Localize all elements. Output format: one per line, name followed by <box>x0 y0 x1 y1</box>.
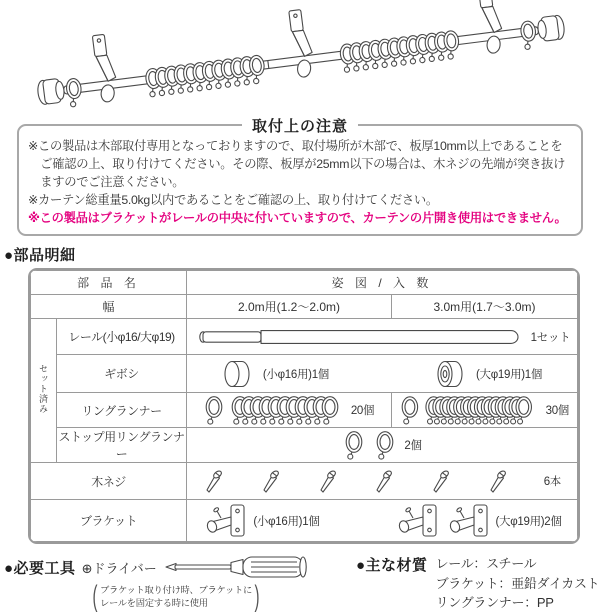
part-name-giboshi: ギボシ <box>57 355 187 393</box>
qty-label: 2個 <box>404 440 422 453</box>
screw-icon <box>317 467 339 496</box>
ring-chain-30-icon <box>400 395 539 426</box>
screw-icon <box>373 467 395 496</box>
parts-table <box>28 268 580 544</box>
qty-label: 30個 <box>545 405 569 418</box>
width-3m: 3.0m用(1.7〜3.0m) <box>392 295 578 319</box>
set-included-label: セット済み <box>38 364 48 415</box>
notice-box <box>17 118 583 236</box>
parts-heading: ●部品明細 <box>4 247 76 265</box>
giboshi-large-icon <box>435 359 469 389</box>
part-name-ring-runner: リングランナー <box>57 393 187 428</box>
row-giboshi <box>31 355 578 393</box>
stop-ring-icon <box>373 430 397 460</box>
curtain-rail-illustration <box>0 0 600 112</box>
row-rail <box>31 319 578 355</box>
qty-label: (大φ19用)1個 <box>476 368 543 381</box>
materials-block <box>356 554 599 613</box>
material-ring-runner: リングランナー：PP <box>435 595 554 611</box>
row-ring-runner <box>31 393 578 428</box>
part-name-bracket: ブラケット <box>31 500 187 542</box>
qty-label: (小φ16用)1個 <box>253 515 320 528</box>
col-header-figure-qty: 姿 図 / 入 数 <box>187 271 578 295</box>
tool-note: ( ブラケット取り付け時、ブラケットに レールを固定する時に使用 ) <box>92 580 260 613</box>
part-name-wood-screw: 木ネジ <box>31 463 187 500</box>
notice-item-warning: ※この製品はブラケットがレールの中央に付いていますので、カーテンの片開き使用はできません。 <box>28 211 567 226</box>
ring-chain-20-icon <box>204 395 344 426</box>
tool-note-line1: ブラケット取り付け時、ブラケットに <box>100 584 253 595</box>
required-tools-heading: ●必要工具 <box>4 559 76 577</box>
width-label: 幅 <box>31 295 187 319</box>
bracket-icon <box>394 504 438 538</box>
qty-label: (大φ19用)2個 <box>495 515 562 528</box>
stop-ring-icon <box>342 430 366 460</box>
notice-title: 取付上の注意 <box>242 115 358 136</box>
tool-note-line2: レールを固定する時に使用 <box>100 598 208 609</box>
bracket-icon <box>445 504 489 538</box>
qty-label: 1セット <box>530 331 571 344</box>
col-header-part-name: 部 品 名 <box>31 271 187 295</box>
screw-icon <box>260 467 282 496</box>
material-bracket: ブラケット：亜鉛ダイカスト <box>435 575 600 591</box>
part-name-rail: レール(小φ16/大φ19) <box>57 319 187 355</box>
qty-label: 6本 <box>543 476 561 489</box>
bracket-icon <box>202 504 246 538</box>
qty-label: (小φ16用)1個 <box>262 368 329 381</box>
giboshi-small-icon <box>222 359 256 389</box>
qty-label: 20個 <box>350 405 375 418</box>
notice-item: ※この製品は木部取付専用となっておりますので、取付場所が木部で、板厚10mm以上であることをご確認の上、取り付けてください。その際、板厚が25mm以下の場合は、木ネジの先端が突き抜けますのでご注意ください。 <box>28 139 566 190</box>
row-stop-ring-runner <box>31 428 578 463</box>
screwdriver-icon <box>163 554 311 580</box>
materials-heading: ●主な材質 <box>356 557 428 575</box>
required-tools-block <box>4 554 356 613</box>
screw-icon <box>487 467 509 496</box>
screw-icon <box>430 467 452 496</box>
rail-icon <box>194 328 524 346</box>
part-name-stop-ring: ストップ用リングランナー <box>57 428 187 463</box>
footer-section <box>4 554 600 613</box>
driver-label: ⊕ドライバー <box>81 560 157 576</box>
screw-icon <box>203 467 225 496</box>
row-wood-screw <box>31 463 578 500</box>
row-bracket <box>31 500 578 542</box>
notice-item: ※カーテン総重量5.0kg以内であることをご確認の上、取り付けてください。 <box>28 193 438 208</box>
width-2m: 2.0m用(1.2〜2.0m) <box>187 295 392 319</box>
set-included-cell <box>31 319 57 463</box>
material-rail: レール：スチール <box>435 556 537 572</box>
